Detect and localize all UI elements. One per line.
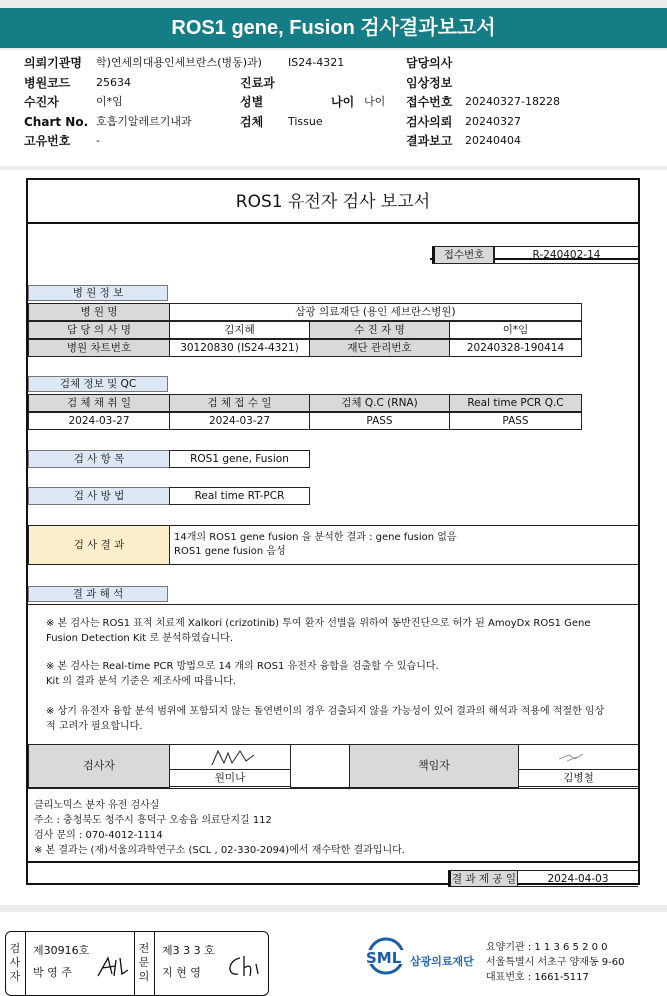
spec-header: 검 체 접 수 일	[169, 394, 310, 412]
specialist-signature-mark	[224, 952, 264, 982]
header-label: 검사의뢰	[406, 115, 453, 129]
org-info-line: 대표번호 : 1661-5117	[486, 972, 589, 983]
header-row-2	[0, 74, 667, 92]
interpretation-line: Fusion Detection Kit 로 분석하였습니다.	[46, 633, 233, 644]
header-label: 나이	[331, 95, 355, 109]
test-method-label: 검 사 방 법	[28, 487, 170, 505]
org-info-line: 서울특별시 서초구 양재동 9-60	[486, 957, 625, 968]
header-value: 20240327-18228	[465, 95, 560, 108]
spec-header: 검체 Q.C (RNA)	[309, 394, 450, 412]
responsible-label: 책임자	[349, 744, 519, 788]
chart-no-label: 병원 차트번호	[28, 339, 170, 357]
header-label: 담당의사	[406, 56, 453, 70]
header-value: 20240327	[465, 115, 521, 128]
header-value: 20240404	[465, 134, 521, 147]
spec-value: PASS	[449, 412, 582, 430]
tester-vertical-label	[8, 942, 22, 984]
header-label: 접수번호	[406, 95, 453, 109]
lab-info-line: 클리노믹스 분자 유전 검사실	[34, 800, 160, 811]
header-label: 수진자	[24, 95, 59, 109]
header-label: 의뢰기관명	[24, 56, 82, 70]
patient-value: 이*임	[449, 321, 582, 339]
label-char: 의	[138, 970, 150, 983]
spec-value: 2024-03-27	[28, 412, 170, 430]
interpretation-line: ※ 본 검사는 Real-time PCR 방법으로 14 개의 ROS1 유전자 융합을 검출할 수 있습니다.	[46, 661, 439, 672]
lab-info-line: 검사 문의 : 070-4012-1114	[34, 830, 163, 841]
header-value: 25634	[96, 76, 131, 89]
receipt-value: R-240402-14	[494, 246, 638, 264]
result-box	[169, 525, 638, 565]
spec-value: PASS	[309, 412, 450, 430]
specialist-name: 지 현 영	[162, 966, 201, 979]
result-date-value: 2024-04-03	[517, 870, 638, 887]
responsible-signature	[518, 744, 638, 770]
blank-cell	[290, 744, 350, 788]
hospital-section-title: 병 원 정 보	[28, 285, 168, 301]
header-label: Chart No.	[24, 115, 89, 129]
org-name: 삼광의료재단	[410, 955, 474, 968]
doctor-value: 김지혜	[169, 321, 310, 339]
header-label: 고유번호	[24, 134, 71, 148]
lab-info-line: ※ 본 결과는 (재)서울의과학연구소 (SCL , 02-330-2094)에서 재수탁한 결과입니다.	[34, 845, 405, 856]
report-banner-title: ROS1 gene, Fusion 검사결과보고서	[0, 8, 667, 48]
header-value: 나이	[364, 95, 386, 108]
interpretation-line: Kit 의 결과 분석 기준은 제조사에 따릅니다.	[46, 676, 237, 687]
foundation-no-value: 20240328-190414	[449, 339, 582, 357]
interpretation-line: 적 고려가 필요합니다.	[46, 721, 143, 732]
header-row-3	[0, 93, 667, 111]
report-frame	[26, 178, 640, 885]
result-line-2: ROS1 gene fusion 음성	[174, 546, 286, 557]
header-row-1	[0, 54, 667, 72]
report-title: ROS1 유전자 검사 보고서	[28, 180, 638, 224]
interpretation-line: ※ 상기 유전자 융합 분석 범위에 포함되지 않는 돌연변이의 경우 검출되지 않을 가능성이 있어 결과의 해석과 적용에 적절한 임상	[46, 706, 605, 717]
specimen-section-title: 검체 정보 및 QC	[28, 376, 168, 392]
header-row-4	[0, 113, 667, 131]
result-date-label: 결 과 제 공 일	[448, 870, 518, 887]
label-char: 자	[9, 970, 21, 983]
specialist-license-no: 제3 3 3 호	[162, 944, 215, 957]
footer	[0, 912, 667, 996]
divider	[25, 932, 26, 995]
order-header	[0, 50, 667, 166]
hospital-name-value: 삼광 의료재단 (용인 세브란스병원)	[169, 303, 582, 321]
test-item-value: ROS1 gene, Fusion	[169, 450, 310, 468]
header-value: IS24-4321	[288, 56, 345, 69]
tester-signature-mark	[94, 952, 130, 982]
chart-no-value: 30120830 (IS24-4321)	[169, 339, 310, 357]
report-sheet	[0, 170, 667, 905]
patient-label: 수 진 자 명	[309, 321, 450, 339]
divider	[28, 604, 638, 605]
header-value: Tissue	[288, 115, 323, 128]
foundation-no-label: 재단 관리번호	[309, 339, 450, 357]
tester-license-no: 제30916호	[33, 944, 90, 957]
test-method-value: Real time RT-PCR	[169, 487, 310, 505]
tester-signature-mark	[170, 745, 290, 769]
header-label: 검체	[240, 115, 264, 129]
tester-name: 원미나	[169, 769, 291, 787]
sml-logo-text: SML	[366, 949, 402, 967]
spec-header: Real time PCR Q.C	[449, 394, 582, 412]
label-char: 문	[138, 956, 150, 969]
result-line-1: 14개의 ROS1 gene fusion 을 분석한 결과 : gene fusion 없음	[174, 532, 457, 543]
signature-stamp-box	[5, 931, 269, 996]
divider	[154, 932, 155, 995]
header-label: 임상정보	[406, 76, 453, 90]
divider	[28, 788, 638, 789]
label-char: 검	[9, 942, 21, 955]
lab-info-line: 주소 : 충청북도 청주시 흥덕구 오송읍 의료단지길 112	[34, 815, 272, 826]
responsible-signature-mark	[519, 745, 637, 769]
header-label: 병원코드	[24, 76, 71, 90]
header-label: 성별	[240, 95, 264, 109]
hospital-name-label: 병 원 명	[28, 303, 170, 321]
header-label: 진료과	[240, 76, 275, 90]
doctor-label: 담 당 의 사 명	[28, 321, 170, 339]
responsible-name: 김병철	[518, 769, 638, 787]
tester-signature	[169, 744, 291, 770]
header-row-5	[0, 132, 667, 150]
header-label: 결과보고	[406, 134, 453, 148]
result-label: 검 사 결 과	[28, 525, 170, 565]
spec-header: 검 체 채 취 일	[28, 394, 170, 412]
test-item-label: 검 사 항 목	[28, 450, 170, 468]
header-value: 학)연세의대용인세브란스(병동)과)	[96, 56, 262, 69]
interpretation-line: ※ 본 검사는 ROS1 표적 치료제 Xalkori (crizotinib) 투여 환자 선별을 위하여 동반진단으로 허가 된 AmoyDx ROS1 Gene	[46, 618, 591, 629]
receipt-label: 접수번호	[432, 246, 494, 264]
header-value: -	[96, 134, 100, 147]
tester-label: 검사자	[28, 744, 170, 788]
divider	[134, 932, 135, 995]
divider	[28, 861, 638, 863]
header-value: 이*임	[96, 95, 123, 108]
tester-name: 박 영 주	[33, 966, 72, 979]
org-info-line: 요양기관 : 1 1 3 6 5 2 0 0	[486, 942, 608, 953]
spec-value: 2024-03-27	[169, 412, 310, 430]
label-char: 전	[138, 942, 150, 955]
label-char: 사	[9, 956, 21, 969]
specialist-vertical-label	[137, 942, 151, 984]
interpretation-section-title: 결 과 해 석	[28, 586, 168, 602]
header-value: 호흡기알레르기내과	[96, 115, 192, 128]
